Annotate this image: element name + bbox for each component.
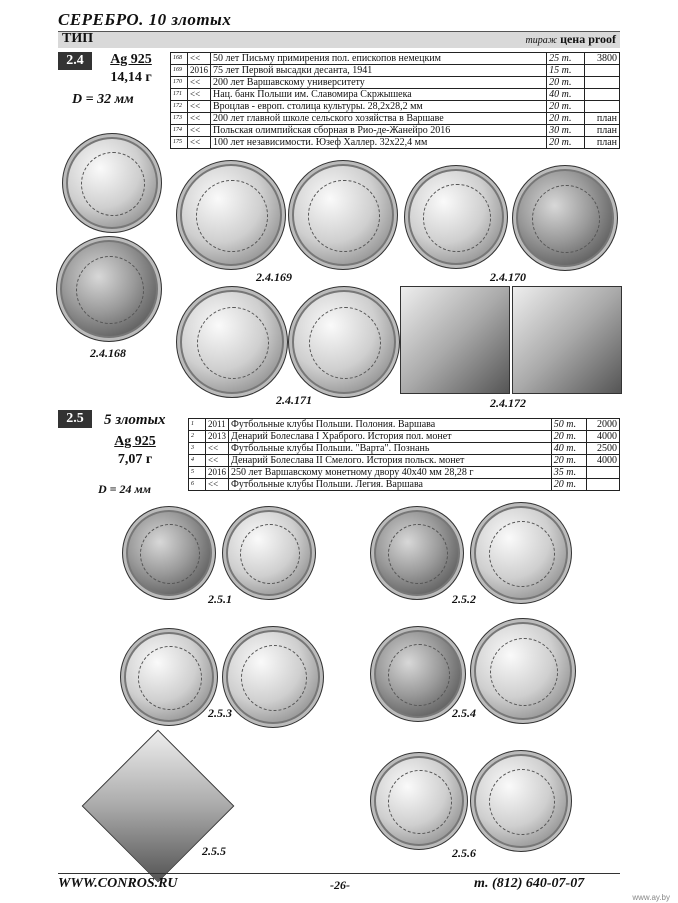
table-row — [171, 101, 620, 113]
row-number: 171 — [171, 89, 188, 101]
row-year: << — [206, 443, 229, 455]
footer-page-number: -26- — [330, 878, 350, 892]
table-row — [171, 77, 620, 89]
row-circulation: 25 т. — [547, 53, 585, 65]
row-number: 172 — [171, 101, 188, 113]
coin-2-5-1-obverse — [122, 506, 216, 600]
price-label: цена proof — [560, 32, 616, 46]
row-price — [587, 467, 620, 479]
row-title: 75 лет Первой высадки десанта, 1941 — [211, 65, 547, 77]
weight-label: 7,07 г — [117, 452, 153, 467]
row-price: 2500 — [587, 443, 620, 455]
coin-2-5-2-reverse — [470, 502, 572, 604]
table-row — [189, 455, 620, 467]
row-price: план — [585, 113, 620, 125]
coin-2-5-5-diamond — [82, 730, 235, 883]
metal-label: Ag 925 — [114, 434, 156, 449]
row-price: 4000 — [587, 455, 620, 467]
row-title: 200 лет Варшавскому университету — [211, 77, 547, 89]
row-title: Денарий Болеслава II Смелого. История польск. монет — [229, 455, 552, 467]
table-row — [171, 137, 620, 149]
label-2-4-169: 2.4.169 — [256, 270, 292, 284]
row-circulation: 30 т. — [547, 125, 585, 137]
coin-2-4-168-reverse — [56, 236, 162, 342]
row-number: 3 — [189, 443, 206, 455]
diameter-label: D = 32 мм — [72, 92, 134, 107]
table-row — [171, 53, 620, 65]
row-year: << — [188, 89, 211, 101]
row-title: Футбольные клубы Польши. "Варта". Познань — [229, 443, 552, 455]
coin-2-4-171-obverse — [176, 286, 288, 398]
coin-2-4-169-obverse — [176, 160, 286, 270]
section-number: 2.5 — [58, 410, 92, 428]
denomination-label: 5 злотых — [104, 412, 166, 428]
row-title: Польская олимпийская сборная в Рио-де-Жанейро 2016 — [211, 125, 547, 137]
row-circulation: 15 т. — [547, 65, 585, 77]
coin-2-5-6-obverse — [370, 752, 468, 850]
coin-table-2-5 — [188, 418, 620, 491]
coin-2-5-4-reverse — [470, 618, 576, 724]
row-price — [585, 65, 620, 77]
row-circulation: 20 т. — [551, 455, 587, 467]
footer-site: WWW.CONROS.RU — [58, 876, 178, 891]
column-header-bar — [58, 31, 620, 48]
page-title: СЕРЕБРО. 10 злотых — [58, 10, 232, 29]
row-number: 175 — [171, 137, 188, 149]
row-circulation: 35 т. — [551, 467, 587, 479]
table-row — [189, 479, 620, 491]
row-number: 5 — [189, 467, 206, 479]
row-number: 169 — [171, 65, 188, 77]
table-row — [171, 125, 620, 137]
coin-2-5-6-reverse — [470, 750, 572, 852]
coin-2-5-3-obverse — [120, 628, 218, 726]
row-year: << — [188, 77, 211, 89]
footer-phone: т. (812) 640-07-07 — [474, 876, 585, 891]
table-row — [171, 65, 620, 77]
footer-divider — [58, 873, 620, 874]
row-price — [585, 101, 620, 113]
row-number: 173 — [171, 113, 188, 125]
row-year: 2011 — [206, 419, 229, 431]
row-title: Футбольные клубы Польши. Легия. Варшава — [229, 479, 552, 491]
coin-2-5-1-reverse — [222, 506, 316, 600]
row-year: << — [188, 53, 211, 65]
row-price: план — [585, 125, 620, 137]
row-number: 170 — [171, 77, 188, 89]
row-price — [585, 77, 620, 89]
row-year: << — [206, 479, 229, 491]
row-number: 6 — [189, 479, 206, 491]
row-title: Вроцлав - европ. столица культуры. 28,2x28,2 мм — [211, 101, 547, 113]
row-number: 2 — [189, 431, 206, 443]
label-2-5-4: 2.5.4 — [452, 706, 476, 720]
coin-2-4-168-obverse — [62, 133, 162, 233]
row-number: 174 — [171, 125, 188, 137]
row-title: Денарий Болеслава I Храброго. История пол. монет — [229, 431, 552, 443]
coin-2-5-3-reverse — [222, 626, 324, 728]
coin-2-4-171-reverse — [288, 286, 400, 398]
watermark: www.ay.by — [632, 893, 670, 902]
table-row — [189, 443, 620, 455]
row-title: 200 лет главной школе сельского хозяйства в Варшаве — [211, 113, 547, 125]
row-year: 2016 — [188, 65, 211, 77]
type-label: ТИП — [62, 31, 94, 46]
coin-2-4-170-obverse — [404, 165, 508, 269]
coin-2-5-2-obverse — [370, 506, 464, 600]
row-number: 4 — [189, 455, 206, 467]
row-circulation: 20 т. — [547, 77, 585, 89]
label-2-4-171: 2.4.171 — [276, 393, 312, 407]
label-2-5-2: 2.5.2 — [452, 592, 476, 606]
table-row — [189, 419, 620, 431]
row-price — [585, 89, 620, 101]
row-circulation: 40 т. — [547, 89, 585, 101]
circulation-label: тираж — [525, 35, 558, 46]
table-row — [189, 431, 620, 443]
label-2-4-170: 2.4.170 — [490, 270, 526, 284]
row-circulation: 40 т. — [551, 443, 587, 455]
row-circulation: 20 т. — [547, 113, 585, 125]
table-row — [171, 113, 620, 125]
row-price: 4000 — [587, 431, 620, 443]
label-2-5-5: 2.5.5 — [202, 844, 226, 858]
row-price: 3800 — [585, 53, 620, 65]
label-2-5-1: 2.5.1 — [208, 592, 232, 606]
label-2-5-3: 2.5.3 — [208, 706, 232, 720]
label-2-5-6: 2.5.6 — [452, 846, 476, 860]
row-title: 100 лет независимости. Юзеф Халлер. 32x22,4 мм — [211, 137, 547, 149]
row-circulation: 20 т. — [551, 479, 587, 491]
row-price: план — [585, 137, 620, 149]
table-row — [189, 467, 620, 479]
row-year: << — [188, 137, 211, 149]
row-title: Футбольные клубы Польши. Полония. Варшава — [229, 419, 552, 431]
row-price: 2000 — [587, 419, 620, 431]
label-2-4-172: 2.4.172 — [490, 396, 526, 410]
diameter-label: D = 24 мм — [98, 482, 151, 496]
row-number: 168 — [171, 53, 188, 65]
row-year: << — [206, 455, 229, 467]
row-title: 250 лет Варшавскому монетному двору 40x40 мм 28,28 г — [229, 467, 552, 479]
circulation-price-header — [526, 32, 616, 47]
row-circulation: 50 т. — [551, 419, 587, 431]
row-year: << — [188, 125, 211, 137]
coin-table-2-4 — [170, 52, 620, 149]
row-title: Нац. банк Польши им. Славомира Скржышека — [211, 89, 547, 101]
weight-label: 14,14 г — [110, 70, 152, 85]
row-price — [587, 479, 620, 491]
section-number: 2.4 — [58, 52, 92, 70]
row-year: << — [188, 113, 211, 125]
row-title: 50 лет Письму примирения пол. епископов немецким — [211, 53, 547, 65]
row-circulation: 20 т. — [551, 431, 587, 443]
coin-2-4-172-obverse — [400, 286, 510, 394]
metal-label: Ag 925 — [110, 52, 152, 67]
label-2-4-168: 2.4.168 — [90, 346, 126, 360]
row-year: << — [188, 101, 211, 113]
row-circulation: 20 т. — [547, 137, 585, 149]
row-year: 2016 — [206, 467, 229, 479]
row-year: 2013 — [206, 431, 229, 443]
row-circulation: 20 т. — [547, 101, 585, 113]
row-number: 1 — [189, 419, 206, 431]
coin-2-4-170-reverse — [512, 165, 618, 271]
coin-2-4-169-reverse — [288, 160, 398, 270]
coin-2-4-172-reverse — [512, 286, 622, 394]
table-row — [171, 89, 620, 101]
